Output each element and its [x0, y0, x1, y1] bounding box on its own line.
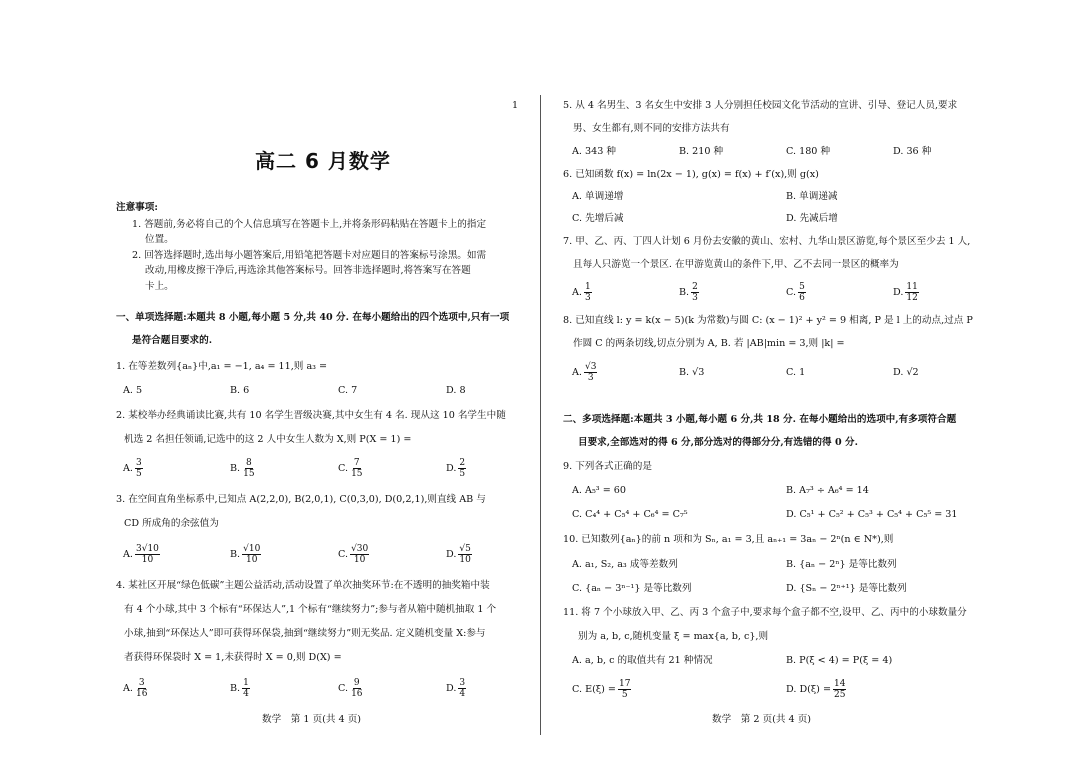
- question-6-option-d: D. 先减后增: [786, 213, 838, 224]
- footer-right: 数学 第 2 页(共 4 页): [712, 714, 812, 725]
- question-2-line-2: 机选 2 名担任领诵,记选中的这 2 人中女生人数为 X,则 P(X = 1) =: [124, 434, 412, 445]
- question-4-option-b: B. $\frac{1}{4}$: [230, 678, 249, 699]
- question-8-option-b: B. √3: [679, 367, 705, 378]
- question-7-line-2: 且每人只游览一个景区. 在甲游览黄山的条件下,甲、乙不去同一景区的概率为: [573, 259, 899, 270]
- question-4-line-2: 有 4 个小球,其中 3 个标有“环保达人”,1 个标有“继续努力”;参与者从箱中随机抽取 1 个: [124, 604, 497, 615]
- notice-item-2-cont2: 卡上。: [145, 281, 174, 292]
- question-8-option-a: A. $\frac{√3}{3}$: [572, 362, 597, 383]
- question-11-option-b: B. P(ξ < 4) = P(ξ = 4): [786, 655, 893, 666]
- question-4-line-4: 者获得环保袋时 X = 1,未获得时 X = 0,则 D(X) =: [124, 652, 342, 663]
- question-6-option-c: C. 先增后减: [572, 213, 624, 224]
- question-7-option-b: B. $\frac{2}{3}$: [679, 282, 698, 303]
- page-number: 1: [512, 100, 519, 111]
- question-11-option-c: C. E(ξ) = $\frac{17}{5}$: [572, 679, 631, 700]
- notice-heading: 注意事项:: [116, 202, 158, 213]
- question-7-line-1: 7. 甲、乙、丙、丁四人计划 6 月份去安徽的黄山、宏村、九华山景区游览,每个景区至少去 1 人,: [563, 236, 971, 247]
- question-5-option-c: C. 180 种: [786, 146, 831, 157]
- question-2-option-b: B. $\frac{8}{15}$: [230, 458, 255, 479]
- question-11-option-a: A. a, b, c 的取值共有 21 种情况: [572, 655, 713, 666]
- question-3-option-d: D. $\frac{√5}{10}$: [446, 544, 471, 565]
- question-11-line-2: 别为 a, b, c,随机变量 ξ = max{a, b, c},则: [578, 631, 769, 642]
- question-2-line-1: 2. 某校举办经典诵读比赛,共有 10 名学生晋级决赛,其中女生有 4 名. 现从这 10 名学生中随: [116, 410, 506, 421]
- question-9-option-a: A. A₅³ = 60: [572, 485, 626, 496]
- section-2-heading-cont: 目要求,全部选对的得 6 分,部分选对的得部分分,有选错的得 0 分.: [578, 437, 858, 448]
- question-8-option-c: C. 1: [786, 367, 806, 378]
- question-3-line-2: CD 所成角的余弦值为: [124, 518, 219, 529]
- question-1-option-d: D. 8: [446, 385, 466, 396]
- question-5-option-b: B. 210 种: [679, 146, 724, 157]
- notice-item-1: 1. 答题前,务必将自己的个人信息填写在答题卡上,并将条形码粘贴在答题卡上的指定: [132, 219, 487, 230]
- question-10-option-a: A. a₁, S₂, a₃ 成等差数列: [572, 559, 678, 570]
- question-10-option-b: B. {aₙ − 2ⁿ} 是等比数列: [786, 559, 897, 570]
- question-4-option-a: A. $\frac{3}{16}$: [123, 678, 148, 699]
- question-3-option-b: B. $\frac{√10}{10}$: [230, 544, 261, 565]
- question-7-option-a: A. $\frac{1}{3}$: [572, 282, 591, 303]
- question-5-option-a: A. 343 种: [572, 146, 616, 157]
- question-4-line-1: 4. 某社区开展“绿色低碳”主题公益活动,活动设置了单次抽奖环节:在不透明的抽奖箱中装: [116, 580, 490, 591]
- page-divider: [540, 95, 541, 735]
- question-9-option-d: D. C₅¹ + C₅² + C₅³ + C₅⁴ + C₅⁵ = 31: [786, 509, 958, 520]
- question-6-option-a: A. 单调递增: [572, 191, 624, 202]
- page-title: 高二 6 月数学: [255, 149, 391, 173]
- question-3-option-a: A. $\frac{3√10}{10}$: [123, 544, 159, 565]
- footer-left: 数学 第 1 页(共 4 页): [262, 714, 362, 725]
- notice-item-2: 2. 回答选择题时,选出每小题答案后,用铅笔把答题卡对应题目的答案标号涂黑。如需: [132, 250, 487, 261]
- question-6-option-b: B. 单调递减: [786, 191, 838, 202]
- section-1-heading: 一、单项选择题:本题共 8 小题,每小题 5 分,共 40 分. 在每小题给出的四个选项中,只有一项: [116, 312, 510, 323]
- question-1-option-a: A. 5: [123, 385, 143, 396]
- question-10-stem: 10. 已知数列{aₙ}的前 n 项和为 Sₙ, a₁ = 3,且 aₙ₊₁ = 3aₙ − 2ⁿ(n ∈ N*),则: [563, 534, 894, 545]
- question-10-option-c: C. {aₙ − 3ⁿ⁻¹} 是等比数列: [572, 583, 692, 594]
- question-3-option-c: C. $\frac{√30}{10}$: [338, 544, 369, 565]
- question-9-option-c: C. C₄⁴ + C₅⁴ + C₆⁴ = C₇⁵: [572, 509, 688, 520]
- question-5-option-d: D. 36 种: [893, 146, 932, 157]
- question-11-line-1: 11. 将 7 个小球放入甲、乙、丙 3 个盒子中,要求每个盒子都不空,设甲、乙、丙中的小球数量分: [563, 607, 967, 618]
- question-5-line-1: 5. 从 4 名男生、3 名女生中安排 3 人分别担任校园文化节活动的宣讲、引导、登记人员,要求: [563, 100, 958, 111]
- question-8-line-1: 8. 已知直线 l: y = k(x − 5)(k 为常数)与圆 C: (x − 1)² + y² = 9 相离, P 是 l 上的动点,过点 P: [563, 315, 973, 326]
- question-7-option-c: C. $\frac{5}{6}$: [786, 282, 805, 303]
- question-7-option-d: D. $\frac{11}{12}$: [893, 282, 918, 303]
- question-1-stem: 1. 在等差数列{aₙ}中,a₁ = −1, a₄ = 11,则 a₃ =: [116, 361, 328, 372]
- notice-item-2-cont: 改动,用橡皮擦干净后,再选涂其他答案标号。回答非选择题时,将答案写在答题: [145, 265, 471, 276]
- question-6-stem: 6. 已知函数 f(x) = ln(2x − 1), g(x) = f(x) + f′(x),则 g(x): [563, 169, 819, 180]
- question-9-option-b: B. A₇³ ÷ A₆⁴ = 14: [786, 485, 869, 496]
- question-4-option-c: C. $\frac{9}{16}$: [338, 678, 363, 699]
- question-2-option-d: D. $\frac{2}{5}$: [446, 458, 466, 479]
- question-8-option-d: D. √2: [893, 367, 919, 378]
- question-4-line-3: 小球,抽到“环保达人”即可获得环保袋,抽到“继续努力”则无奖品. 定义随机变量 X:参与: [124, 628, 486, 639]
- question-4-option-d: D. $\frac{3}{4}$: [446, 678, 466, 699]
- question-1-option-c: C. 7: [338, 385, 358, 396]
- section-1-heading-cont: 是符合题目要求的.: [132, 335, 213, 346]
- question-3-line-1: 3. 在空间直角坐标系中,已知点 A(2,2,0), B(2,0,1), C(0,3,0), D(0,2,1),则直线 AB 与: [116, 494, 486, 505]
- section-2-heading: 二、多项选择题:本题共 3 小题,每小题 6 分,共 18 分. 在每小题给出的选项中,有多项符合题: [563, 414, 957, 425]
- question-8-line-2: 作圆 C 的两条切线,切点分别为 A, B. 若 |AB|min = 3,则 |k| =: [573, 338, 845, 349]
- notice-item-1-cont: 位置。: [145, 234, 174, 245]
- question-10-option-d: D. {Sₙ − 2ⁿ⁺¹} 是等比数列: [786, 583, 907, 594]
- question-1-option-b: B. 6: [230, 385, 250, 396]
- question-5-line-2: 男、女生都有,则不同的安排方法共有: [573, 123, 730, 134]
- question-11-option-d: D. D(ξ) = $\frac{14}{25}$: [786, 679, 846, 700]
- question-9-stem: 9. 下列各式正确的是: [563, 461, 652, 472]
- question-2-option-a: A. $\frac{3}{5}$: [123, 458, 142, 479]
- question-2-option-c: C. $\frac{7}{15}$: [338, 458, 363, 479]
